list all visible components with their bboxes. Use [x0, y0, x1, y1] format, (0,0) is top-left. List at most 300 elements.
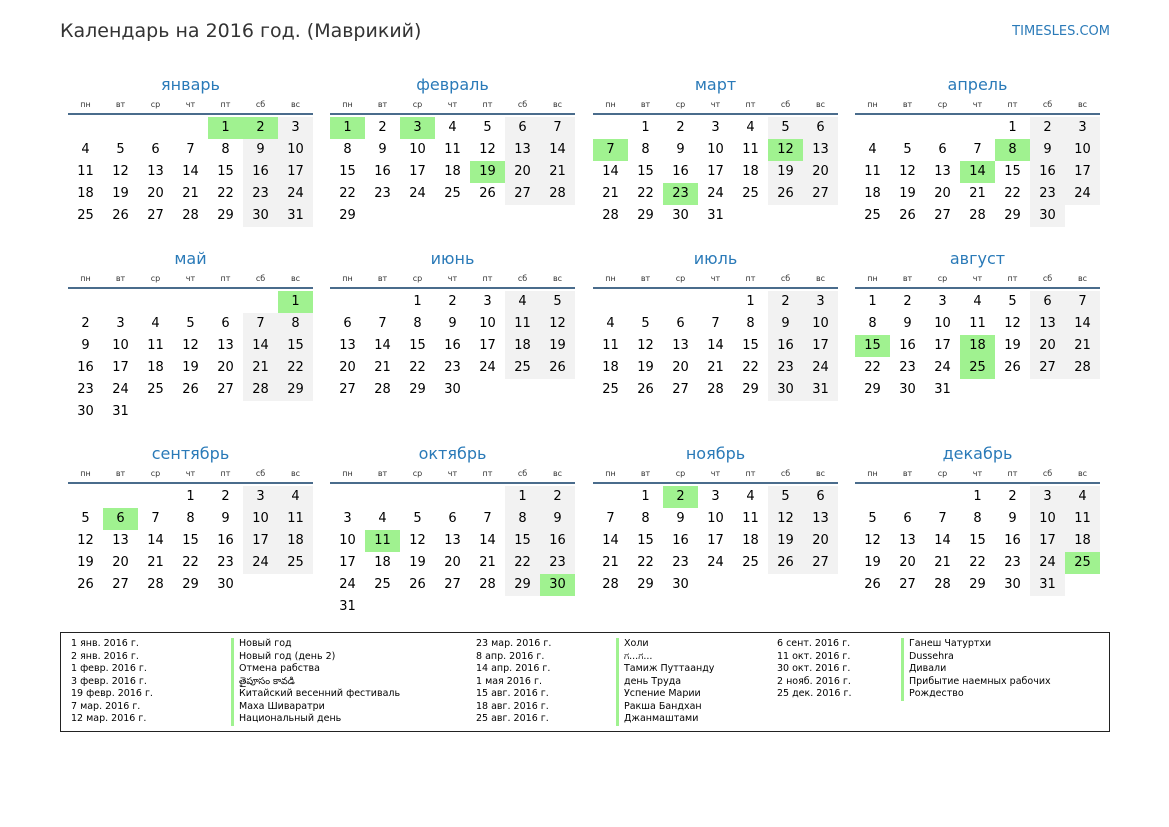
- day-cell: 27: [112, 577, 129, 592]
- day-cell: 31: [803, 379, 838, 401]
- day-cell: 2: [768, 291, 803, 313]
- day-cell: 2: [378, 120, 387, 135]
- day-cell: 20: [803, 530, 838, 552]
- month-name: январь: [161, 75, 220, 94]
- weekday-label: пн: [80, 469, 91, 478]
- day-cell: 16: [768, 335, 803, 357]
- legend-holiday-name: Ганеш Чатуртхи: [901, 638, 1051, 651]
- day-cell: 4: [606, 316, 615, 331]
- day-cell: 13: [672, 338, 689, 353]
- day-cell: 14: [182, 164, 199, 179]
- day-cell: 13: [803, 508, 838, 530]
- weekday-label: чт: [710, 469, 721, 478]
- weekday-label: вс: [815, 274, 826, 283]
- day-cell: 13: [803, 139, 838, 161]
- site-link[interactable]: TIMESLES.COM: [1012, 24, 1110, 39]
- empty-cell: [208, 291, 243, 313]
- day-grid: [593, 484, 838, 596]
- day-cell: 19: [409, 555, 426, 570]
- holiday-day-cell: 1: [278, 291, 313, 313]
- day-cell: 7: [378, 316, 387, 331]
- legend-holiday-name: ಗ...ಗ...: [616, 651, 714, 664]
- empty-cell: [68, 117, 103, 139]
- day-cell: 5: [768, 486, 803, 508]
- day-cell: 23: [540, 552, 575, 574]
- day-cell: 31: [707, 208, 724, 223]
- day-cell: 25: [505, 357, 540, 379]
- day-cell: 4: [1065, 486, 1100, 508]
- weekday-label: сб: [1042, 274, 1053, 283]
- weekday-label: пт: [1007, 100, 1018, 109]
- weekday-label: сб: [255, 469, 266, 478]
- day-cell: 24: [1030, 552, 1065, 574]
- weekday-label: пт: [745, 100, 756, 109]
- day-cell: 22: [409, 360, 426, 375]
- day-cell: 9: [378, 142, 387, 157]
- day-cell: 16: [672, 164, 689, 179]
- day-cell: 26: [768, 183, 803, 205]
- day-cell: 15: [409, 338, 426, 353]
- legend-dates-col-3: [777, 638, 852, 701]
- holiday-day-cell: 19: [470, 161, 505, 183]
- legend-date: 14 апр. 2016 г.: [476, 663, 551, 674]
- day-cell: 31: [112, 404, 129, 419]
- day-cell: 3: [711, 120, 720, 135]
- day-cell: 17: [278, 161, 313, 183]
- day-cell: 11: [278, 508, 313, 530]
- month-name: август: [949, 249, 1006, 268]
- day-grid: [330, 115, 575, 227]
- day-cell: 23: [1030, 183, 1065, 205]
- day-cell: 30: [77, 404, 94, 419]
- day-cell: 14: [1065, 313, 1100, 335]
- day-cell: 24: [278, 183, 313, 205]
- day-cell: 20: [505, 161, 540, 183]
- day-cell: 25: [602, 382, 619, 397]
- weekday-label: вс: [290, 274, 301, 283]
- day-cell: 20: [1030, 335, 1065, 357]
- day-cell: 18: [602, 360, 619, 375]
- empty-cell: [330, 291, 365, 313]
- day-cell: 3: [278, 117, 313, 139]
- day-cell: 5: [81, 511, 90, 526]
- weekday-label: пн: [867, 469, 878, 478]
- weekday-label: чт: [710, 100, 721, 109]
- day-cell: 26: [112, 208, 129, 223]
- day-cell: 31: [934, 382, 951, 397]
- day-cell: 2: [903, 294, 912, 309]
- weekday-label: вс: [552, 274, 563, 283]
- weekday-label: чт: [185, 274, 196, 283]
- day-cell: 1: [973, 489, 982, 504]
- weekday-label: вт: [115, 469, 126, 478]
- day-cell: 11: [969, 316, 986, 331]
- day-cell: 26: [479, 186, 496, 201]
- day-cell: 19: [112, 186, 129, 201]
- legend-date: 25 авг. 2016 г.: [476, 713, 549, 724]
- day-cell: 6: [343, 316, 352, 331]
- day-cell: 21: [182, 186, 199, 201]
- weekday-label: ср: [150, 274, 161, 283]
- holiday-legend: [60, 632, 1110, 732]
- day-cell: 6: [803, 486, 838, 508]
- day-cell: 6: [903, 511, 912, 526]
- day-cell: 7: [243, 313, 278, 335]
- empty-cell: [663, 291, 698, 313]
- weekday-label: вт: [640, 274, 651, 283]
- day-cell: 18: [147, 360, 164, 375]
- empty-cell: [855, 117, 890, 139]
- day-cell: 7: [1065, 291, 1100, 313]
- day-cell: 10: [339, 533, 356, 548]
- month-name: декабрь: [942, 444, 1013, 463]
- day-cell: 6: [505, 117, 540, 139]
- day-cell: 7: [483, 511, 492, 526]
- day-cell: 2: [676, 120, 685, 135]
- day-cell: 9: [1030, 139, 1065, 161]
- day-cell: 2: [1030, 117, 1065, 139]
- day-cell: 3: [803, 291, 838, 313]
- day-cell: 22: [637, 555, 654, 570]
- empty-cell: [173, 117, 208, 139]
- day-cell: 7: [606, 511, 615, 526]
- day-cell: 25: [77, 208, 94, 223]
- month-1: [68, 72, 313, 227]
- weekday-header: [330, 467, 575, 484]
- legend-holiday-name: Рождество: [901, 688, 1051, 701]
- day-cell: 6: [676, 316, 685, 331]
- month-4: [855, 72, 1100, 227]
- legend-date: 1 мая 2016 г.: [476, 675, 542, 687]
- day-cell: 12: [409, 533, 426, 548]
- weekday-label: ср: [937, 274, 948, 283]
- weekday-label: пн: [80, 100, 91, 109]
- day-grid: [593, 115, 838, 227]
- weekday-label: ср: [937, 100, 948, 109]
- month-name: октябрь: [418, 444, 487, 463]
- day-cell: 14: [602, 533, 619, 548]
- day-cell: 16: [77, 360, 94, 375]
- legend-date: 18 авг. 2016 г.: [476, 700, 549, 712]
- day-cell: 9: [81, 338, 90, 353]
- weekday-label: сб: [780, 100, 791, 109]
- weekday-label: пт: [1007, 469, 1018, 478]
- holiday-day-cell: 2: [243, 117, 278, 139]
- weekday-header: [330, 98, 575, 115]
- weekday-label: пн: [80, 274, 91, 283]
- month-name: февраль: [416, 75, 489, 94]
- day-cell: 29: [505, 574, 540, 596]
- day-cell: 15: [969, 533, 986, 548]
- day-cell: 14: [934, 533, 951, 548]
- weekday-header: [68, 272, 313, 289]
- weekday-label: пн: [867, 274, 878, 283]
- weekday-label: пт: [482, 469, 493, 478]
- weekday-label: пт: [482, 100, 493, 109]
- weekday-label: пт: [482, 274, 493, 283]
- day-grid: [68, 484, 313, 596]
- day-cell: 26: [409, 577, 426, 592]
- day-grid: [68, 115, 313, 227]
- day-cell: 20: [934, 186, 951, 201]
- day-cell: 12: [864, 533, 881, 548]
- day-cell: 25: [374, 577, 391, 592]
- day-cell: 28: [707, 382, 724, 397]
- month-name: май: [174, 249, 207, 268]
- month-10: [330, 441, 575, 618]
- day-cell: 11: [77, 164, 94, 179]
- day-cell: 25: [444, 186, 461, 201]
- day-cell: 29: [742, 382, 759, 397]
- day-cell: 15: [1004, 164, 1021, 179]
- day-cell: 18: [1065, 530, 1100, 552]
- month-name: ноябрь: [685, 444, 746, 463]
- day-cell: 6: [151, 142, 160, 157]
- month-name: март: [694, 75, 737, 94]
- day-cell: 5: [116, 142, 125, 157]
- day-cell: 25: [278, 552, 313, 574]
- day-cell: 26: [637, 382, 654, 397]
- day-cell: 22: [182, 555, 199, 570]
- day-cell: 12: [182, 338, 199, 353]
- month-name: июль: [693, 249, 738, 268]
- holiday-day-cell: 1: [208, 117, 243, 139]
- day-cell: 11: [602, 338, 619, 353]
- weekday-label: вс: [815, 100, 826, 109]
- day-cell: 1: [413, 294, 422, 309]
- day-cell: 4: [278, 486, 313, 508]
- day-cell: 23: [1004, 555, 1021, 570]
- weekday-label: чт: [185, 100, 196, 109]
- day-cell: 30: [1004, 577, 1021, 592]
- day-cell: 27: [803, 552, 838, 574]
- day-cell: 11: [444, 142, 461, 157]
- day-cell: 14: [707, 338, 724, 353]
- day-cell: 4: [505, 291, 540, 313]
- weekday-header: [593, 272, 838, 289]
- day-cell: 8: [973, 511, 982, 526]
- empty-cell: [855, 486, 890, 508]
- day-cell: 4: [868, 142, 877, 157]
- legend-date: 6 сент. 2016 г.: [777, 638, 851, 649]
- weekday-label: вт: [640, 100, 651, 109]
- day-cell: 15: [217, 164, 234, 179]
- day-cell: 24: [339, 577, 356, 592]
- weekday-label: вт: [377, 469, 388, 478]
- legend-holiday-name: Дивали: [901, 663, 1051, 676]
- month-11: [593, 441, 838, 596]
- day-cell: 20: [899, 555, 916, 570]
- day-cell: 22: [637, 186, 654, 201]
- holiday-day-cell: 23: [663, 183, 698, 205]
- empty-cell: [68, 291, 103, 313]
- legend-date: 15 авг. 2016 г.: [476, 688, 549, 699]
- day-cell: 10: [479, 316, 496, 331]
- day-cell: 16: [540, 530, 575, 552]
- day-cell: 30: [444, 382, 461, 397]
- day-cell: 16: [1004, 533, 1021, 548]
- empty-cell: [435, 486, 470, 508]
- day-cell: 19: [540, 335, 575, 357]
- day-cell: 18: [505, 335, 540, 357]
- day-cell: 14: [602, 164, 619, 179]
- weekday-label: сб: [780, 469, 791, 478]
- holiday-day-cell: 25: [960, 357, 995, 379]
- legend-names-col-3: [901, 638, 1051, 701]
- day-cell: 10: [1030, 508, 1065, 530]
- day-cell: 1: [868, 294, 877, 309]
- day-grid: [855, 115, 1100, 227]
- holiday-day-cell: 1: [330, 117, 365, 139]
- weekday-label: ср: [412, 274, 423, 283]
- weekday-label: пн: [342, 469, 353, 478]
- day-cell: 30: [217, 577, 234, 592]
- day-cell: 5: [1008, 294, 1017, 309]
- day-cell: 23: [768, 357, 803, 379]
- day-cell: 20: [217, 360, 234, 375]
- day-cell: 25: [742, 555, 759, 570]
- day-cell: 17: [803, 335, 838, 357]
- weekday-label: чт: [447, 274, 458, 283]
- day-cell: 21: [969, 186, 986, 201]
- day-cell: 27: [147, 208, 164, 223]
- day-cell: 26: [864, 577, 881, 592]
- holiday-day-cell: 18: [960, 335, 995, 357]
- weekday-label: пн: [867, 100, 878, 109]
- day-cell: 10: [243, 508, 278, 530]
- weekday-header: [68, 467, 313, 484]
- weekday-label: сб: [780, 274, 791, 283]
- day-cell: 26: [182, 382, 199, 397]
- day-cell: 21: [147, 555, 164, 570]
- month-2: [330, 72, 575, 227]
- day-cell: 7: [711, 316, 720, 331]
- day-cell: 23: [77, 382, 94, 397]
- legend-holiday-name: Национальный день: [231, 713, 400, 726]
- day-cell: 1: [186, 489, 195, 504]
- weekday-label: пн: [605, 469, 616, 478]
- day-cell: 27: [339, 382, 356, 397]
- day-cell: 24: [803, 357, 838, 379]
- day-cell: 9: [676, 142, 685, 157]
- day-cell: 13: [505, 139, 540, 161]
- empty-cell: [400, 486, 435, 508]
- day-grid: [68, 289, 313, 423]
- day-cell: 30: [672, 208, 689, 223]
- weekday-label: ср: [937, 469, 948, 478]
- legend-holiday-name: Отмена рабства: [231, 663, 400, 676]
- day-cell: 2: [81, 316, 90, 331]
- empty-cell: [103, 486, 138, 508]
- legend-date: 1 февр. 2016 г.: [71, 663, 147, 674]
- month-12: [855, 441, 1100, 596]
- legend-dates-col-1: [71, 638, 153, 726]
- weekday-label: вс: [290, 100, 301, 109]
- day-cell: 25: [742, 186, 759, 201]
- legend-date: 8 апр. 2016 г.: [476, 650, 545, 662]
- empty-cell: [925, 486, 960, 508]
- day-cell: 17: [934, 338, 951, 353]
- day-grid: [330, 484, 575, 618]
- day-cell: 25: [147, 382, 164, 397]
- day-cell: 28: [969, 208, 986, 223]
- day-cell: 21: [602, 555, 619, 570]
- page-title: Календарь на 2016 год. (Маврикий): [60, 20, 422, 42]
- day-cell: 24: [479, 360, 496, 375]
- day-cell: 8: [746, 316, 755, 331]
- day-cell: 22: [339, 186, 356, 201]
- day-cell: 14: [540, 139, 575, 161]
- weekday-label: ср: [150, 469, 161, 478]
- day-cell: 15: [637, 533, 654, 548]
- day-cell: 13: [112, 533, 129, 548]
- legend-holiday-name: Ракша Бандхан: [616, 701, 714, 714]
- day-cell: 28: [182, 208, 199, 223]
- day-cell: 6: [1030, 291, 1065, 313]
- day-cell: 24: [707, 186, 724, 201]
- day-cell: 28: [602, 577, 619, 592]
- empty-cell: [138, 117, 173, 139]
- weekday-label: чт: [185, 469, 196, 478]
- day-cell: 22: [742, 360, 759, 375]
- day-cell: 29: [182, 577, 199, 592]
- day-cell: 17: [1030, 530, 1065, 552]
- day-cell: 28: [1065, 357, 1100, 379]
- day-cell: 16: [672, 533, 689, 548]
- empty-cell: [173, 291, 208, 313]
- legend-date: 19 февр. 2016 г.: [71, 688, 153, 699]
- day-cell: 9: [768, 313, 803, 335]
- weekday-header: [593, 98, 838, 115]
- day-cell: 7: [973, 142, 982, 157]
- legend-holiday-name: Новый год: [231, 638, 400, 651]
- day-cell: 19: [182, 360, 199, 375]
- day-cell: 19: [1004, 338, 1021, 353]
- weekday-label: пт: [745, 274, 756, 283]
- weekday-label: вс: [1077, 469, 1088, 478]
- day-cell: 21: [540, 161, 575, 183]
- day-cell: 10: [803, 313, 838, 335]
- legend-holiday-name: Китайский весенний фестиваль: [231, 688, 400, 701]
- day-cell: 26: [768, 552, 803, 574]
- empty-cell: [890, 486, 925, 508]
- day-grid: [855, 484, 1100, 596]
- weekday-header: [68, 98, 313, 115]
- empty-cell: [890, 117, 925, 139]
- day-cell: 31: [1030, 574, 1065, 596]
- day-cell: 10: [707, 142, 724, 157]
- day-cell: 14: [374, 338, 391, 353]
- day-cell: 16: [374, 164, 391, 179]
- day-cell: 18: [444, 164, 461, 179]
- day-cell: 1: [641, 120, 650, 135]
- day-cell: 22: [278, 357, 313, 379]
- day-cell: 17: [707, 533, 724, 548]
- day-cell: 24: [707, 555, 724, 570]
- legend-date: 25 дек. 2016 г.: [777, 688, 852, 699]
- holiday-day-cell: 15: [855, 335, 890, 357]
- holiday-day-cell: 7: [593, 139, 628, 161]
- month-3: [593, 72, 838, 227]
- day-cell: 2: [1008, 489, 1017, 504]
- day-cell: 20: [672, 360, 689, 375]
- day-cell: 23: [899, 360, 916, 375]
- day-cell: 1: [505, 486, 540, 508]
- day-cell: 10: [278, 139, 313, 161]
- weekday-label: пт: [745, 469, 756, 478]
- day-cell: 3: [243, 486, 278, 508]
- legend-names-col-2: [616, 638, 714, 726]
